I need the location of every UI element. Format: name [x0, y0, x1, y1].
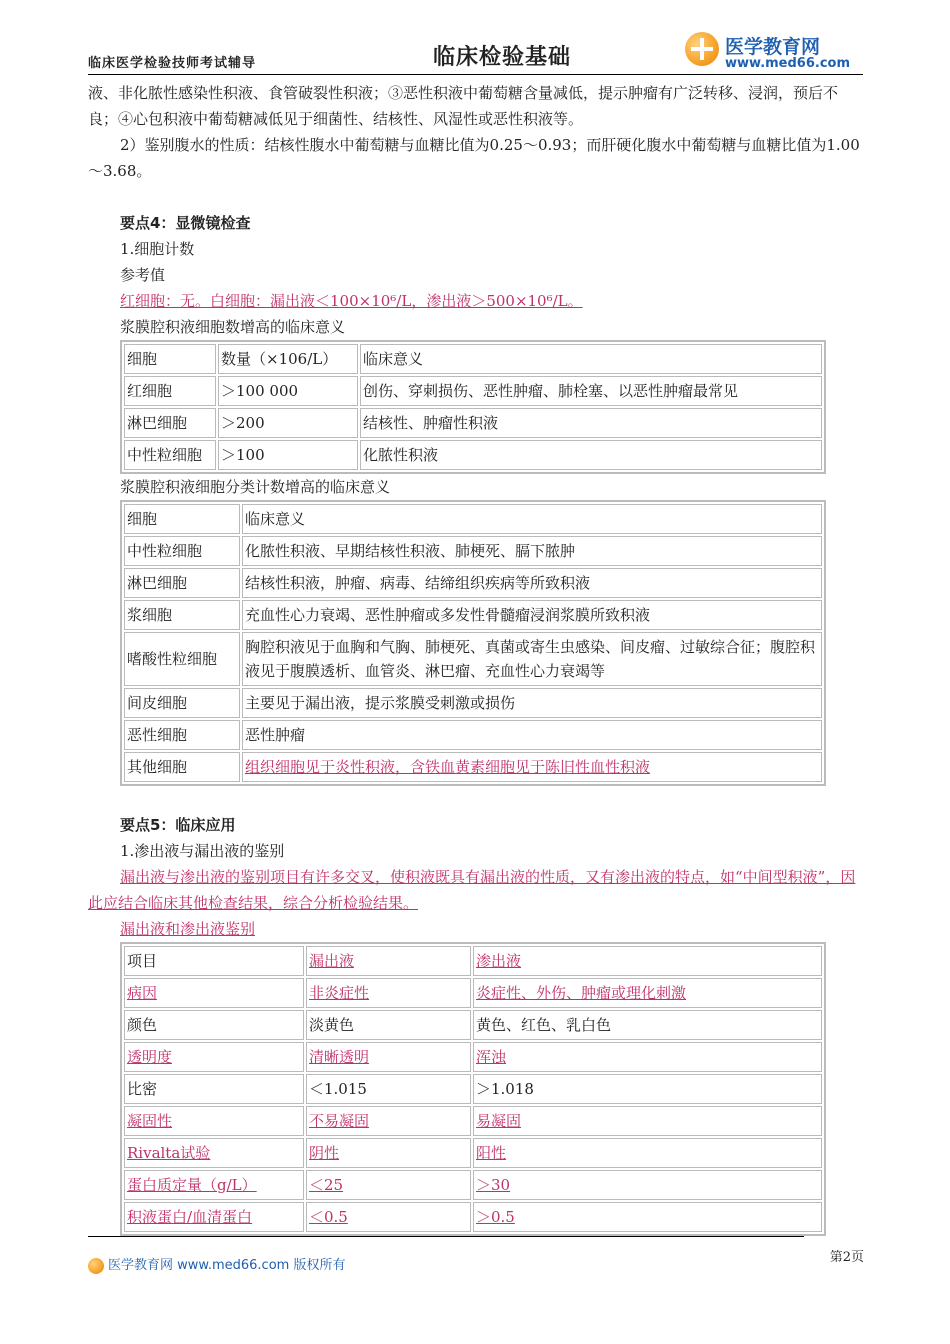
- table-cell: [360, 440, 822, 470]
- table-cell: [360, 376, 822, 406]
- cell-text: 化脓性积液: [363, 446, 439, 464]
- table-cell: [124, 1074, 304, 1104]
- cell-text: 恶性细胞: [127, 726, 188, 744]
- table-cell: [473, 1202, 822, 1232]
- paragraph-3: 漏出液与渗出液的鉴别项目有许多交叉，使积液既具有漏出液的性质，又有渗出液的特点，如“中间型积液”，因此应结合临床其他检查结果，综合分析检验结果。: [88, 868, 856, 912]
- table-cell: [218, 344, 358, 374]
- logo-url: www.med66.com: [725, 56, 851, 71]
- cell-text: 渗出液: [476, 952, 522, 970]
- cell-text: 化脓性积液、早期结核性积液、肺梗死、膈下脓肿: [245, 542, 576, 560]
- reference-values: 红细胞：无。白细胞：漏出液＜100×10⁶/L，渗出液＞500×10⁶/L。: [120, 292, 583, 310]
- cell-text: 积液蛋白/血清蛋白: [127, 1208, 253, 1226]
- section-heading-4: 要点4：显微镜检查: [120, 214, 251, 232]
- table3-title: 漏出液和渗出液鉴别: [120, 920, 256, 938]
- table-cell: [124, 1106, 304, 1136]
- cell-text: ＞100: [221, 446, 265, 464]
- cell-text: 恶性肿瘤: [245, 726, 306, 744]
- header-rule: [88, 74, 863, 75]
- cell-text: 创伤、穿刺损伤、恶性肿瘤、肺栓塞、以恶性肿瘤最常见: [363, 382, 739, 400]
- table-cell: [360, 408, 822, 438]
- table-cell: [124, 1042, 304, 1072]
- subheading-reference: 参考值: [120, 266, 166, 284]
- cell-text: 中性粒细胞: [127, 542, 203, 560]
- cell-text: 胸腔积液见于血胸和气胸、肺梗死、真菌或寄生虫感染、间皮瘤、过敏综合征；腹腔积液见于腹膜透析、血管炎、淋巴瘤、充血性心力衰竭等: [245, 638, 816, 680]
- table-row: [124, 344, 822, 374]
- table-row: [124, 946, 822, 976]
- table-cell: [306, 946, 471, 976]
- table-cell: [306, 1202, 471, 1232]
- table-cell: [306, 1010, 471, 1040]
- cell-text: 清晰透明: [309, 1048, 370, 1066]
- table-cell: [242, 600, 822, 630]
- cell-text: ＞0.5: [476, 1208, 515, 1226]
- section-heading-5: 要点5：临床应用: [120, 816, 236, 834]
- cell-text: 浆细胞: [127, 606, 173, 624]
- cell-text: 浑浊: [476, 1048, 507, 1066]
- table-row: [124, 408, 822, 438]
- cell-text: 临床意义: [363, 350, 424, 368]
- cell-text: 黄色、红色、乳白色: [476, 1016, 612, 1034]
- cell-text: ＞200: [221, 414, 265, 432]
- table-row: [124, 568, 822, 598]
- cell-text: 病因: [127, 984, 158, 1002]
- table-cell: [124, 1138, 304, 1168]
- table-cell: [242, 720, 822, 750]
- table-cell: [473, 1138, 822, 1168]
- cell-text: 嗜酸性粒细胞: [127, 650, 218, 668]
- table-cell: [306, 1138, 471, 1168]
- table-cell: [473, 1042, 822, 1072]
- table-cell: [473, 1170, 822, 1200]
- cell-text: 其他细胞: [127, 758, 188, 776]
- page-number: 第2页: [829, 1250, 864, 1265]
- table-cell: [242, 504, 822, 534]
- logo[interactable]: [685, 30, 865, 76]
- table-cell: [218, 408, 358, 438]
- paragraph-1: 液、非化脓性感染性积液、食管破裂性积液；③恶性积液中葡萄糖含量减低，提示肿瘤有广泛转移、浸润，预后不良；④心包积液中葡萄糖减低见于细菌性、结核性、风湿性或恶性积液等。: [88, 84, 839, 128]
- table-row: [124, 752, 822, 782]
- cell-text: ＞100 000: [221, 382, 299, 400]
- table-cell: [124, 946, 304, 976]
- table-cell: [124, 632, 240, 686]
- cell-text: 颜色: [127, 1016, 158, 1034]
- footer-brand-text: 医学教育网 www.med66.com 版权所有: [108, 1258, 346, 1273]
- cell-text: 项目: [127, 952, 158, 970]
- logo-name: 医学教育网: [725, 36, 821, 58]
- subheading-cell-count: 1.细胞计数: [120, 240, 195, 258]
- cell-text: 漏出液: [309, 952, 355, 970]
- cell-text: 阴性: [309, 1144, 340, 1162]
- cell-text: 细胞: [127, 350, 158, 368]
- cell-text: Rivalta试验: [127, 1144, 211, 1162]
- table-row: [124, 536, 822, 566]
- logo-cross-icon: [685, 32, 719, 66]
- cell-text: 淋巴细胞: [127, 574, 188, 592]
- cell-text: 比密: [127, 1080, 158, 1098]
- table-cell: [306, 978, 471, 1008]
- table2-title: 浆膜腔积液细胞分类计数增高的临床意义: [120, 478, 391, 496]
- table-cell: [124, 536, 240, 566]
- cell-text: 充血性心力衰竭、恶性肿瘤或多发性骨髓瘤浸润浆膜所致积液: [245, 606, 651, 624]
- subheading-differentiation: 1.渗出液与漏出液的鉴别: [120, 842, 285, 860]
- table-cell: [360, 344, 822, 374]
- cell-text: 易凝固: [476, 1112, 522, 1130]
- cell-text: 阳性: [476, 1144, 507, 1162]
- table-cell: [124, 504, 240, 534]
- table-row: [124, 504, 822, 534]
- table-cell: [473, 946, 822, 976]
- table-row: [124, 632, 822, 686]
- table-cell: [306, 1042, 471, 1072]
- cell-text: 淡黄色: [309, 1016, 355, 1034]
- cell-text: 红细胞: [127, 382, 173, 400]
- table-cell: [242, 688, 822, 718]
- table-cell: [218, 376, 358, 406]
- table-cell: [242, 752, 822, 782]
- table-cell: [124, 600, 240, 630]
- cell-text: 炎症性、外伤、肿瘤或理化刺激: [476, 984, 687, 1002]
- table-cell: [473, 978, 822, 1008]
- table-row: [124, 1202, 822, 1232]
- table-row: [124, 688, 822, 718]
- table-cell: [124, 344, 216, 374]
- table-row: [124, 1170, 822, 1200]
- cell-text: 中性粒细胞: [127, 446, 203, 464]
- table-cell: [306, 1106, 471, 1136]
- cell-text: 不易凝固: [309, 1112, 370, 1130]
- cell-text: 结核性积液，肿瘤、病毒、结缔组织疾病等所致积液: [245, 574, 591, 592]
- header-center-title: 临床检验基础: [433, 45, 572, 70]
- table-row: [124, 1042, 822, 1072]
- footer-logo-icon: [88, 1258, 104, 1274]
- cell-text: 间皮细胞: [127, 694, 188, 712]
- cell-text: 蛋白质定量（g/L）: [127, 1176, 257, 1194]
- cell-text: 淋巴细胞: [127, 414, 188, 432]
- table-cell: [124, 720, 240, 750]
- table-cell: [124, 1202, 304, 1232]
- table-cell: [124, 408, 216, 438]
- table-cell: [124, 440, 216, 470]
- table-cell: [218, 440, 358, 470]
- table-cell: [473, 1010, 822, 1040]
- cell-text: 细胞: [127, 510, 158, 528]
- cell-text: 非炎症性: [309, 984, 370, 1002]
- table-row: [124, 376, 822, 406]
- table1-title: 浆膜腔积液细胞数增高的临床意义: [120, 318, 346, 336]
- footer-rule: [88, 1236, 804, 1237]
- table-cell: [124, 1170, 304, 1200]
- cell-text: 主要见于漏出液，提示浆膜受刺激或损伤: [245, 694, 516, 712]
- cell-text: 透明度: [127, 1048, 173, 1066]
- table-row: [124, 440, 822, 470]
- header-left-title: 临床医学检验技师考试辅导: [88, 56, 257, 71]
- table-cell: [306, 1074, 471, 1104]
- table-cell: [124, 688, 240, 718]
- cell-text: 组织细胞见于炎性积液，含铁血黄素细胞见于陈旧性血性积液: [245, 758, 651, 776]
- table-cell: [124, 978, 304, 1008]
- cell-text: ＜25: [309, 1176, 344, 1194]
- table-cell: [124, 1010, 304, 1040]
- cell-count-table: [120, 340, 826, 474]
- table-cell: [124, 376, 216, 406]
- table-row: [124, 600, 822, 630]
- cell-text: ＞30: [476, 1176, 511, 1194]
- table-cell: [124, 752, 240, 782]
- table-row: [124, 720, 822, 750]
- cell-text: ＜0.5: [309, 1208, 348, 1226]
- transudate-exudate-table: [120, 942, 826, 1236]
- table-cell: [242, 568, 822, 598]
- cell-text: 结核性、肿瘤性积液: [363, 414, 499, 432]
- table-cell: [124, 568, 240, 598]
- table-row: [124, 1138, 822, 1168]
- table-row: [124, 978, 822, 1008]
- table-row: [124, 1106, 822, 1136]
- table-cell: [473, 1074, 822, 1104]
- document-body: [88, 80, 864, 1236]
- cell-text: ＜1.015: [309, 1080, 367, 1098]
- cell-text: 凝固性: [127, 1112, 173, 1130]
- table-row: [124, 1074, 822, 1104]
- cell-text: 数量（×106/L）: [221, 350, 338, 368]
- cell-text: ＞1.018: [476, 1080, 534, 1098]
- page-header: [88, 30, 863, 78]
- paragraph-2: 2）鉴别腹水的性质：结核性腹水中葡萄糖与血糖比值为0.25～0.93；而肝硬化腹水中葡萄糖与血糖比值为1.00～3.68。: [88, 136, 860, 180]
- table-cell: [306, 1170, 471, 1200]
- footer-brand: [88, 1254, 345, 1274]
- table-cell: [473, 1106, 822, 1136]
- cell-classification-table: [120, 500, 826, 786]
- table-cell: [242, 536, 822, 566]
- cell-text: 临床意义: [245, 510, 306, 528]
- table-row: [124, 1010, 822, 1040]
- table-cell: [242, 632, 822, 686]
